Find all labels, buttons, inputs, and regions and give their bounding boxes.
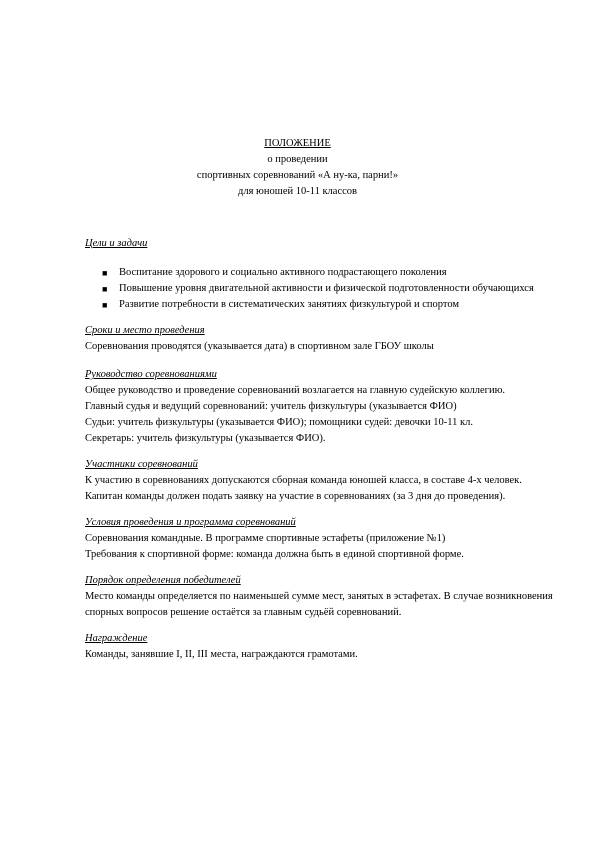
- awards-text: Команды, занявшие I, II, III места, награждаются грамотами.: [85, 649, 358, 660]
- title-line-3: спортивных соревнований «А ну-ка, парни!»: [196, 170, 399, 181]
- goals-list: [85, 265, 555, 313]
- timeplace-text: Соревнования проводятся (указывается дата) в спортивном зале ГБОУ школы: [85, 341, 434, 352]
- bullet-icon: ■: [102, 300, 108, 310]
- list-item: [85, 297, 555, 313]
- management-paragraph-4: Секретарь: учитель физкультуры (указывается ФИО).: [85, 433, 326, 444]
- section-heading-timeplace: Сроки и место проведения: [85, 325, 205, 336]
- bullet-icon: ■: [102, 284, 108, 294]
- list-item: [85, 281, 555, 297]
- title-line-2: о проведении: [267, 154, 328, 165]
- document-body: [85, 236, 555, 663]
- participants-text: К участию в соревнованиях допускаются сборная команда юношей класса, в составе 4-х человек. Капитан команды должен подать заявку на участие в соревнованиях (за 3 дня до проведения).: [85, 475, 522, 502]
- section-heading-management: Руководство соревнованиями: [85, 369, 217, 380]
- management-paragraph-3: Судьи: учитель физкультуры (указывается ФИО); помощники судей: девочки 10-11 кл.: [85, 417, 473, 428]
- list-item-text: Повышение уровня двигательной активности и физической подготовленности обучающихся: [119, 283, 534, 294]
- section-participants: [85, 457, 555, 505]
- management-paragraph-1: Общее руководство и проведение соревнований возлагается на главную судейскую коллегию.: [85, 385, 506, 396]
- list-item: [85, 265, 555, 281]
- section-awards: [85, 631, 555, 663]
- section-timeplace: [85, 323, 555, 355]
- section-heading-goals: Цели и задачи: [85, 238, 148, 249]
- title-line-4: для юношей 10-11 классов: [237, 186, 357, 197]
- document-title: ПОЛОЖЕНИЕ: [264, 138, 331, 149]
- management-paragraph-2: Главный судья и ведущий соревнований: учитель физкультуры (указывается ФИО): [85, 401, 457, 412]
- winners-text: Место команды определяется по наименьшей сумме мест, занятых в эстафетах. В случае возникновения спорных вопросов решение остаётся за главным судьёй соревнований.: [85, 591, 553, 618]
- section-heading-awards: Награждение: [85, 633, 148, 644]
- conditions-paragraph-1: Соревнования командные. В программе спортивные эстафеты (приложение №1): [85, 533, 446, 544]
- conditions-paragraph-2: Требования к спортивной форме: команда должна быть в единой спортивной форме.: [85, 549, 464, 560]
- section-management: [85, 367, 555, 447]
- title-block: [0, 136, 595, 200]
- list-item-text: Воспитание здорового и социально активного подрастающего поколения: [119, 267, 447, 278]
- section-heading-participants: Участники соревнований: [85, 459, 198, 470]
- list-item-text: Развитие потребности в систематических занятиях физкультурой и спортом: [119, 299, 460, 310]
- section-conditions: [85, 515, 555, 563]
- bullet-icon: ■: [102, 268, 108, 278]
- section-heading-conditions: Условия проведения и программа соревнований: [85, 517, 296, 528]
- section-heading-winners: Порядок определения победителей: [85, 575, 241, 586]
- section-winners: [85, 573, 555, 621]
